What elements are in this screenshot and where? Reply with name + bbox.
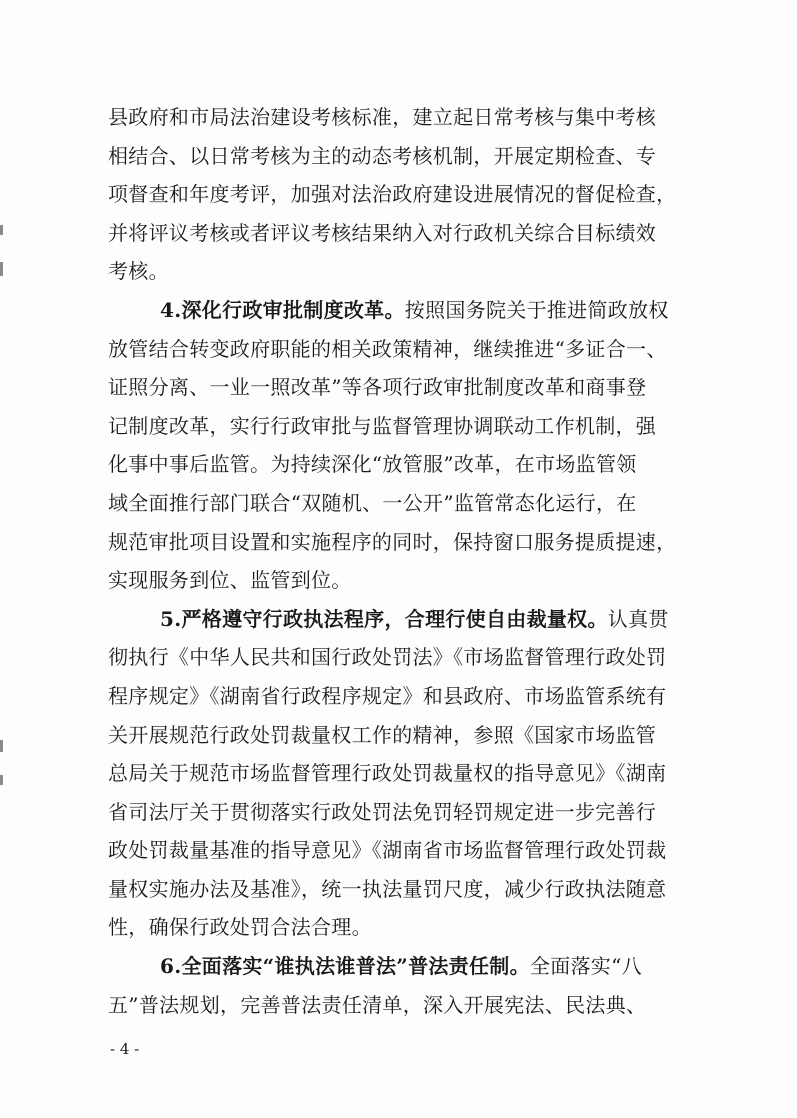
line-text: 并将评议考核或者评议考核结果纳入对行政机关综合目标绩效 — [108, 220, 657, 245]
line-text: 程序规定》《湖南省行政程序规定》和县政府、市场监管系统有 — [108, 683, 667, 708]
line-text: 记制度改革，实行行政审批与监督管理协调联动工作机制，强 — [108, 413, 657, 438]
text-line — [108, 368, 690, 407]
line-text: 项督查和年度考评，加强对法治政府建设进展情况的督促检查， — [108, 182, 677, 207]
line-text: 考核。 — [108, 259, 169, 284]
page-number: - 4 - — [110, 1040, 140, 1058]
text-line — [108, 754, 690, 793]
text-line — [108, 252, 690, 291]
section-heading: 6.全面落实“谁执法谁普法”普法责任制。 — [160, 954, 530, 979]
section-heading: 5.严格遵守行政执法程序，合理行使自由裁量权。 — [160, 606, 608, 631]
text-line — [108, 870, 690, 909]
text-line — [108, 330, 690, 369]
text-line — [108, 98, 690, 137]
line-text: 彻执行《中华人民共和国行政处罚法》《市场监督管理行政处罚 — [108, 645, 667, 670]
line-text: 县政府和市局法治建设考核标准，建立起日常考核与集中考核 — [108, 105, 657, 129]
text-line — [108, 831, 690, 870]
scan-edge-mark — [0, 262, 3, 276]
text-line — [108, 793, 690, 832]
text-line — [108, 137, 690, 176]
line-text: 政处罚裁量基准的指导意见》《湖南省市场监督管理行政处罚裁 — [108, 838, 667, 863]
line-text: 化事中事后监管。为持续深化“放管服”改革，在市场监管领 — [108, 452, 637, 477]
line-text: 量权实施办法及基准》，统一执法量罚尺度，减少行政执法随意 — [108, 876, 667, 901]
text-line — [108, 484, 690, 523]
line-text: 全面落实“八 — [529, 954, 642, 979]
text-line — [108, 407, 690, 446]
line-text: 认真贯 — [607, 606, 669, 631]
line-text: 放管结合转变政府职能的相关政策精神，继续推进“多证合一、 — [108, 336, 667, 361]
text-line — [108, 445, 690, 484]
line-text: 总局关于规范市场监督管理行政处罚裁量权的指导意见》《湖南 — [108, 761, 667, 786]
text-line — [108, 214, 690, 253]
text-line — [108, 175, 690, 214]
line-text: 相结合、以日常考核为主的动态考核机制，开展定期检查、专 — [108, 143, 657, 168]
line-text: 按照国务院关于推进简政放权 — [404, 297, 669, 322]
text-line — [108, 947, 690, 986]
document-body — [108, 98, 690, 1024]
text-line — [108, 908, 690, 947]
text-line — [108, 291, 690, 330]
line-text: 五”普法规划，完善普法责任清单，深入开展宪法、民法典、 — [108, 992, 647, 1017]
text-line — [108, 523, 690, 562]
line-text: 实现服务到位、监管到位。 — [108, 568, 352, 593]
text-line — [108, 986, 690, 1025]
line-text: 证照分离、一业一照改革”等各项行政审批制度改革和商事登 — [108, 375, 647, 400]
section-heading: 4.深化行政审批制度改革。 — [160, 297, 405, 322]
scan-edge-mark — [0, 225, 3, 235]
line-text: 关开展规范行政处罚裁量权工作的精神，参照《国家市场监管 — [108, 722, 657, 747]
text-line — [108, 561, 690, 600]
text-line — [108, 638, 690, 677]
text-line — [108, 600, 690, 639]
line-text: 省司法厅关于贯彻落实行政处罚法免罚轻罚规定进一步完善行 — [108, 799, 657, 824]
scan-edge-mark — [0, 775, 3, 785]
text-line — [108, 716, 690, 755]
line-text: 规范审批项目设置和实施程序的同时，保持窗口服务提质提速， — [108, 529, 677, 554]
line-text: 域全面推行部门联合“双随机、一公开”监管常态化运行，在 — [108, 490, 637, 515]
text-line — [108, 677, 690, 716]
line-text: 性，确保行政处罚合法合理。 — [108, 915, 372, 940]
scan-edge-mark — [0, 740, 3, 752]
